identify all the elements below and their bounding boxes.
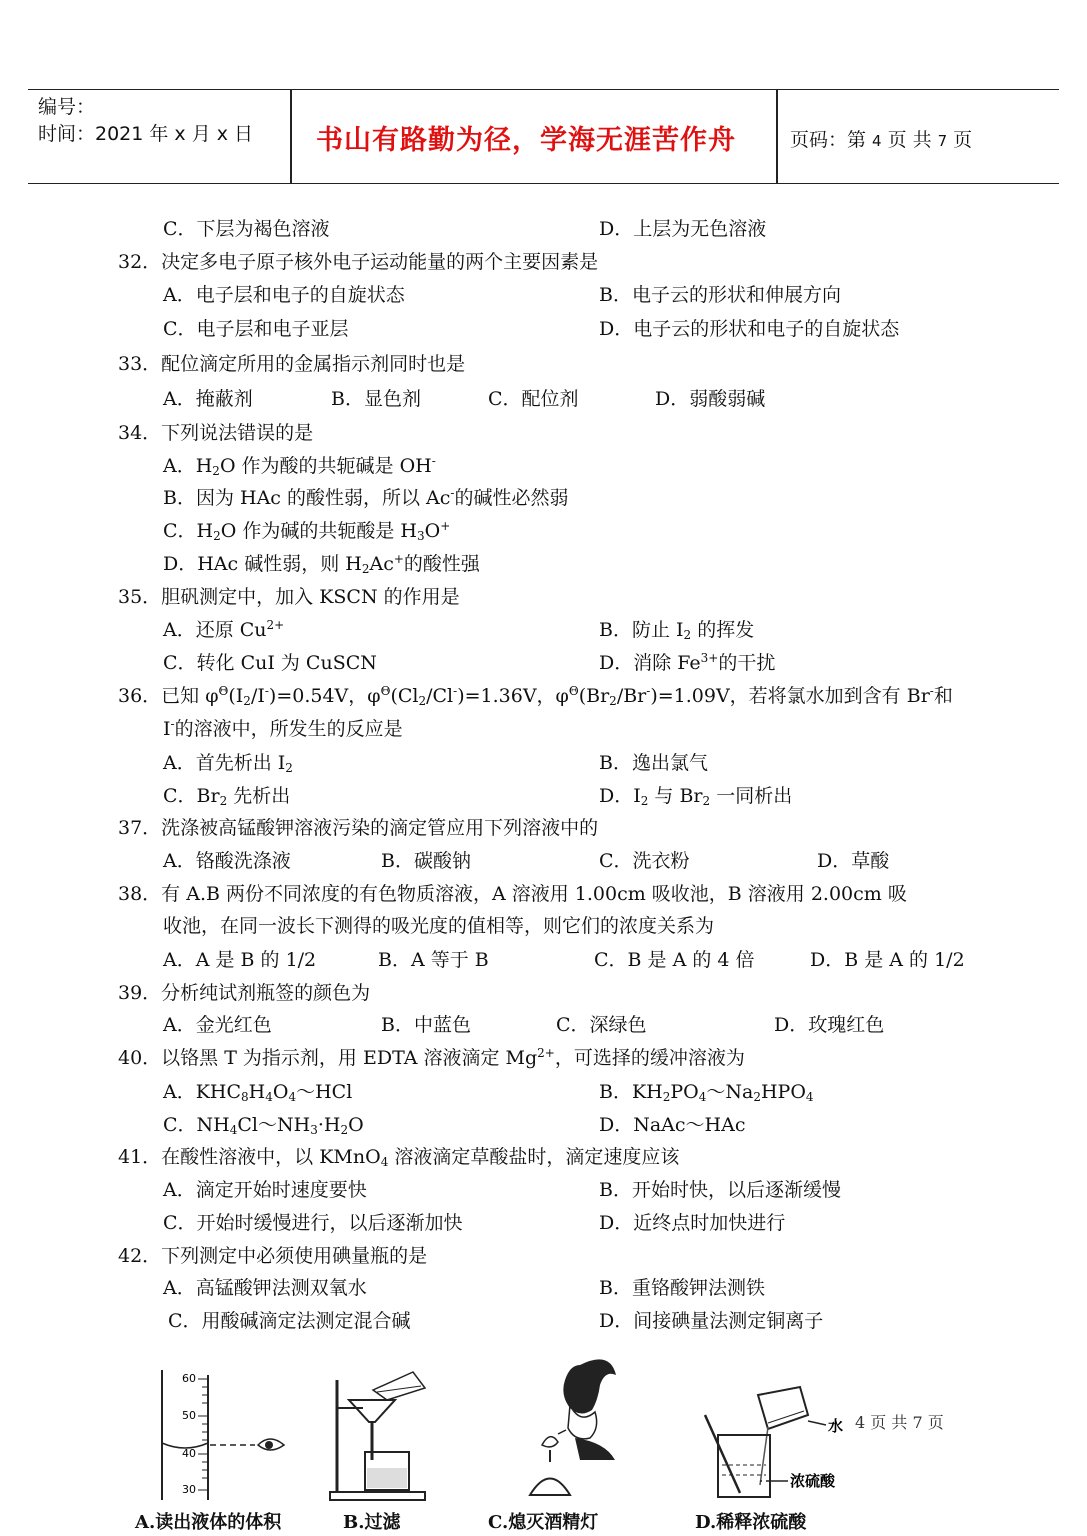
page-mid: 页 共 [887,129,932,151]
figure-caption-c: C.熄灭酒精灯 [488,1512,599,1533]
option: A．$H_2O$ 作为酸的共轭碱是 OH- [163,454,436,478]
option: B．防止 $I_2$ 的挥发 [599,619,755,642]
option: B．逸出氯气 [599,752,708,774]
page-footer: 4 页 共 7 页 [855,1413,944,1432]
question-41: 41．在酸性溶液中，以 KMnO$_4$ 溶液滴定草酸盐时，滴定速度应该 [118,1146,680,1169]
option: D．NaAc～HAc [599,1114,746,1136]
option: B．显色剂 [331,388,421,410]
option: B．$KH_2PO_4\sim Na_2HPO_4$ [599,1081,814,1104]
option: A．电子层和电子的自旋状态 [163,284,405,306]
option: B．电子云的形状和伸展方向 [599,284,841,306]
option: D．$I_2$ 与 $Br_2$ 一同析出 [599,785,793,808]
figure-filtration [325,1360,435,1505]
option: B．开始时快，以后逐渐缓慢 [599,1179,841,1201]
option: C．$NH_4Cl\sim NH_3\cdot H_2O$ [163,1114,364,1137]
question-33: 33．配位滴定所用的金属指示剂同时也是 [118,353,466,375]
header-left [38,94,253,148]
header-motto: 书山有路勤为径，学海无涯苦作舟 [316,125,736,156]
question-34: 34．下列说法错误的是 [118,422,314,444]
option: A．$KHC_8H_4O_4\sim HCl$ [163,1081,353,1104]
header-divider [290,90,292,183]
page-number: 4 [872,132,882,150]
option: C．配位剂 [488,388,579,410]
question-39: 39．分析纯试剂瓶签的颜色为 [118,982,371,1004]
question-36-rest: 的溶液中，所发生的反应是 [174,718,403,740]
option: B．中蓝色 [381,1014,471,1036]
option: D．间接碘量法测定铜离子 [599,1310,824,1332]
time-label: 时间：2021 年 x 月 x 日 [38,123,254,145]
question-36-cont: I-的溶液中，所发生的反应是 [163,717,403,740]
question-32: 32．决定多电子原子核外电子运动能量的两个主要因素是 [118,251,599,273]
option: D．草酸 [817,850,890,872]
page-header [28,89,1059,184]
option: A．A 是 B 的 1/2 [163,949,317,971]
option: C．用酸碱滴定法测定混合碱 [168,1310,411,1332]
water-label: 水 [828,1417,844,1435]
page-indicator [790,125,972,152]
option: C．$H_2O$ 作为碱的共轭酸是 $H_3O^+$ [163,519,451,543]
option: D．弱酸弱碱 [655,388,766,410]
question-40: 40．以铬黑 T 为指示剂，用 EDTA 溶液滴定 $Mg^{2+}$，可选择的缓冲溶液为 [118,1046,745,1069]
page-total: 7 [937,132,948,150]
option: B．碳酸钠 [381,850,471,872]
page-suffix: 页 [953,129,973,151]
option: D．近终点时加快进行 [599,1212,786,1234]
option: C．转化 CuI 为 CuSCN [163,652,377,674]
figure-caption-d: D.稀释浓硫酸 [695,1512,807,1533]
figure-caption-a: A.读出液体的体积 [135,1512,282,1533]
option: B．重铬酸钾法测铁 [599,1277,765,1299]
header-divider [776,90,778,183]
option: D．HAc 碱性弱，则 $H_2Ac^+$的酸性强 [163,552,480,576]
question-35: 35．胆矾测定中，加入 KSCN 的作用是 [118,586,460,608]
option: A．掩蔽剂 [163,388,253,410]
option: A．金光红色 [163,1014,272,1036]
option: D．消除 $Fe^{3+}$的干扰 [599,651,776,674]
figure-read-volume [150,1365,290,1505]
option: C．下层为褐色溶液 [163,218,330,240]
question-38-cont: 收池，在同一波长下测得的吸光度的值相等，则它们的浓度关系为 [163,915,715,937]
option: D．上层为无色溶液 [599,218,767,240]
figure-dilute-acid [700,1385,855,1505]
question-37: 37．洗涤被高锰酸钾溶液污染的滴定管应用下列溶液中的 [118,817,599,839]
scale-tick: 40 [182,1447,196,1460]
scale-tick: 60 [182,1372,196,1385]
option: C．电子层和电子亚层 [163,318,349,340]
iodide-symbol: I [163,718,171,740]
option: C．$Br_2$ 先析出 [163,785,291,808]
question-38: 38．有 A.B 两份不同浓度的有色物质溶液，A 溶液用 1.00cm 吸收池，B 溶液用 2.00cm 吸 [118,883,907,905]
figure-caption-b: B.过滤 [343,1512,401,1533]
option: C．深绿色 [556,1014,647,1036]
page-prefix: 页码：第 [790,129,867,151]
option: A．滴定开始时速度要快 [163,1179,367,1201]
option: C．洗衣粉 [599,850,690,872]
option: D．玫瑰红色 [774,1014,885,1036]
option: C．开始时缓慢进行，以后逐渐加快 [163,1212,463,1234]
question-36: 36．已知 $\varphi^\Theta(I_2/I^-)=0.54V$，$\varphi^\Theta(Cl_2/Cl^-)=1.36V$，$\varphi^\Theta(Br_2/Br^-)=1.09V$，若将氯水加到含有 Br-和 [118,684,953,708]
option: A．首先析出 $I_2$ [163,752,293,775]
serial-label: 编号： [38,96,96,118]
acid-label: 浓硫酸 [790,1472,836,1490]
option: A．高锰酸钾法测双氧水 [163,1277,367,1299]
option: A．铬酸洗涤液 [163,850,291,872]
option: B．A 等于 B [378,949,489,971]
option: C．B 是 A 的 4 倍 [594,949,755,971]
option: D．B 是 A 的 1/2 [810,949,965,971]
option: B．因为 HAc 的酸性弱，所以 Ac-的碱性必然弱 [163,486,569,509]
option: A．还原 $Cu^{2+}$ [163,618,285,641]
scale-tick: 30 [182,1483,196,1496]
option: D．电子云的形状和电子的自旋状态 [599,318,900,340]
figure-alcohol-lamp [520,1350,630,1500]
scale-tick: 50 [182,1409,196,1422]
question-42: 42．下列测定中必须使用碘量瓶的是 [118,1245,428,1267]
